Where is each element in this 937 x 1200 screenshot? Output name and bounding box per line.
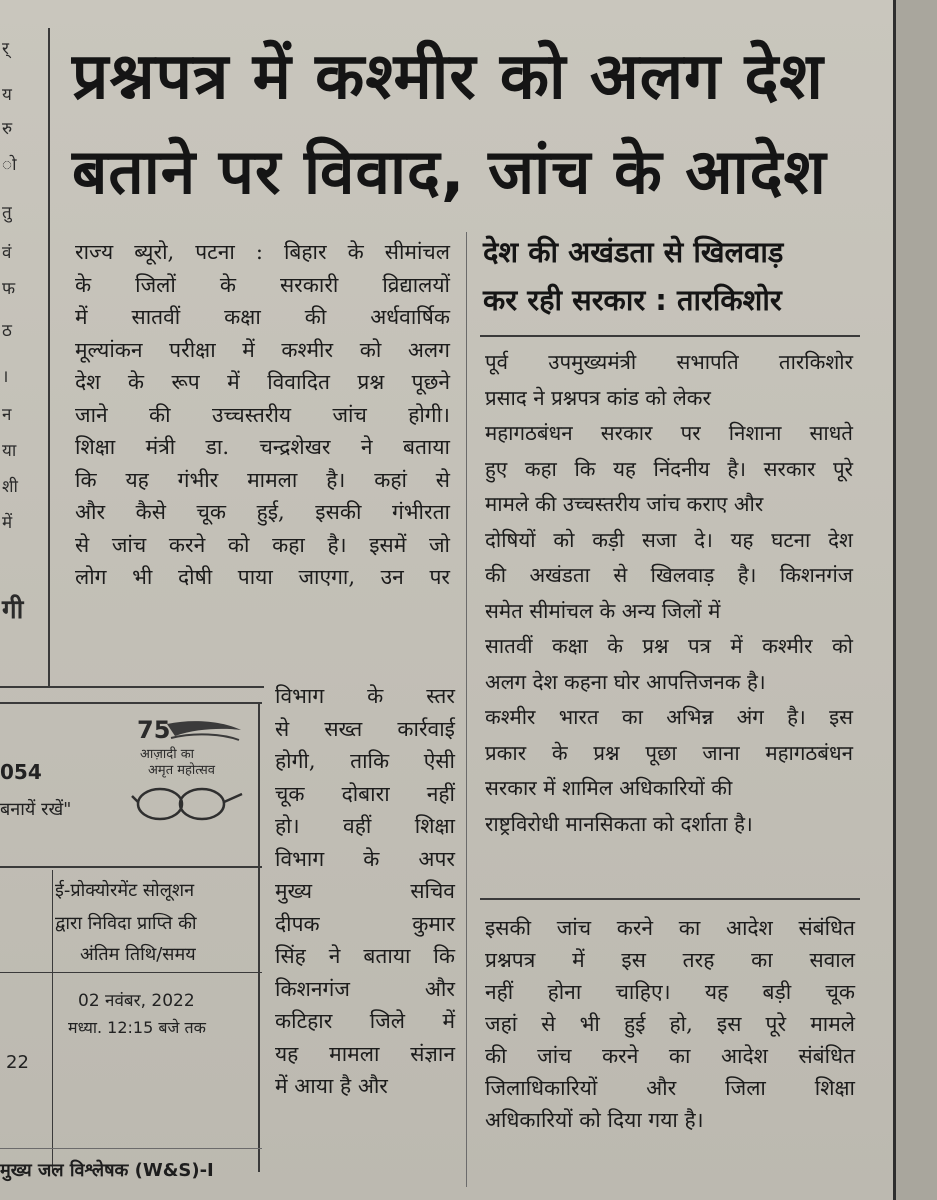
swachh-bharat-glasses-icon (128, 784, 246, 826)
side-story-subhead-line-2: कर रही सरकार : तारकिशोर (483, 283, 782, 317)
ad-footer: मुख्य जल विश्लेषक (W&S)-I (0, 1160, 214, 1181)
side-story-body (485, 345, 853, 842)
article-body (75, 236, 450, 594)
left-edge-fragment: । (2, 367, 9, 387)
side-story-line: राष्ट्रविरोधी मानसिकता को दर्शाता है। (485, 811, 753, 836)
left-edge-fragment: य (2, 85, 12, 105)
article-line: अधिकारियों को दिया गया है। (485, 1108, 704, 1132)
side-story-line: हुए कहा कि यह निंदनीय है। सरकार पूरे (485, 456, 853, 481)
ad-time: मध्या. 12:15 बजे तक (68, 1018, 206, 1037)
side-story-bottom-rule (480, 898, 860, 900)
ad-table-row-line (0, 972, 262, 973)
article-line: शिक्षा मंत्री डा. चन्द्रशेखर ने बताया (75, 435, 450, 459)
article-line: में सातवीं कक्षा की अर्धवार्षिक (75, 305, 450, 329)
article-line: के जिलों के सरकारी व्रिद्यालयों (75, 272, 450, 297)
adjacent-page-margin (896, 0, 937, 1200)
article-line: विभाग के स्तर (275, 684, 455, 708)
article-line: हो। वहीं शिक्षा (275, 814, 455, 838)
article-continuation (485, 912, 855, 1136)
side-story-line: की अखंडता से खिलवाड़ है। किशनगंज (485, 563, 853, 587)
article-line: से सख्त कार्रवाई (275, 716, 455, 741)
side-story-line: समेत सीमांचल के अन्य जिलों में (485, 598, 721, 623)
side-story-line: प्रसाद ने प्रश्नपत्र कांड को लेकर (485, 385, 711, 410)
ad-slogan: बनायें रखें" (0, 799, 72, 820)
left-edge-fragment: न (2, 405, 12, 425)
article-line: प्रश्नपत्र में इस तरह का सवाल (485, 948, 855, 972)
ad-right-border (258, 702, 260, 1172)
article-line: नहीं होना चाहिए। यह बड़ी चूक (485, 980, 855, 1004)
left-edge-fragment: ठ (2, 321, 12, 341)
article-body-continued (275, 680, 455, 1103)
ad-header-line-3: अंतिम तिथि/समय (80, 944, 196, 965)
ad-header-line-2: द्वारा निविदा प्राप्ति की (55, 913, 197, 934)
article-line: दीपक कुमार (275, 911, 455, 936)
side-story-subhead-line-1: देश की अखंडता से खिलवाड़ (483, 235, 784, 269)
left-edge-fragment: गी (2, 595, 24, 625)
left-edge-fragment: या (2, 441, 17, 461)
ad-row-number: 22 (6, 1052, 29, 1073)
side-story-line: दोषियों को कड़ी सजा दे। यह घटना देश (485, 527, 853, 552)
article-line: मुख्य सचिव (275, 879, 455, 903)
svg-text:75: 75 (137, 716, 171, 744)
article-line: जहां से भी हुई हो, इस पूरे मामले (485, 1012, 855, 1036)
side-story-line: पूर्व उपमुख्यमंत्री सभापति तारकिशोर (485, 350, 853, 374)
article-line: राज्य ब्यूरो, पटना : बिहार के सीमांचल (75, 240, 450, 264)
left-edge-fragment: फ (2, 279, 16, 299)
side-story-line: महागठबंधन सरकार पर निशाना साधते (485, 421, 853, 445)
side-story-line: सरकार में शामिल अधिकारियों की (485, 776, 733, 800)
article-line: और कैसे चूक हुई, इसकी गंभीरता (75, 500, 450, 524)
side-story-line: कश्मीर भारत का अभिन्न अंग है। इस (485, 705, 853, 729)
article-line: विभाग के अपर (275, 846, 455, 871)
side-story-line: प्रकार के प्रश्न पूछा जाना महागठबंधन (485, 740, 853, 765)
logo-text-line-2: अमृत महोत्सव (148, 763, 216, 778)
tender-advertisement (0, 702, 262, 1087)
article-line: में आया है और (275, 1074, 388, 1098)
headline-line-1: प्रश्नपत्र में कश्मीर को अलग देश (72, 40, 824, 114)
column-divider (466, 232, 467, 1187)
article-line: इसकी जांच करने का आदेश संबंधित (485, 916, 855, 940)
ad-header-line-1: ई-प्रोक्योरमेंट सोलूशन (55, 880, 195, 901)
left-edge-fragment: रु (2, 119, 13, 139)
article-line: जाने की उच्चस्तरीय जांच होगी। (75, 402, 450, 427)
article-line: होगी, ताकि ऐसी (275, 749, 455, 773)
left-edge-fragment: में (2, 513, 13, 533)
section-divider (0, 686, 264, 688)
left-edge-fragment: वं (2, 243, 12, 263)
left-edge-fragment: ो (2, 155, 17, 175)
side-story-line: सातवीं कक्षा के प्रश्न पत्र में कश्मीर को (485, 634, 853, 658)
article-line: से जांच करने को कहा है। इसमें जो (75, 532, 450, 557)
article-line: कटिहार जिले में (275, 1009, 455, 1033)
left-edge-fragment: र् (2, 39, 9, 59)
ad-date: 02 नवंबर, 2022 (78, 991, 195, 1011)
column-divider (48, 28, 50, 688)
article-line: मूल्यांकन परीक्षा में कश्मीर को अलग (75, 337, 450, 362)
article-line: सिंह ने बताया कि (275, 944, 455, 968)
ad-table-bottom-line (0, 1148, 262, 1149)
article-line: लोग भी दोषी पाया जाएगा, उन पर (75, 565, 450, 589)
article-line: चूक दोबारा नहीं (275, 781, 455, 806)
article-line: किशनगंज और (275, 976, 455, 1001)
logo-text-line-1: आज़ादी का (140, 747, 195, 762)
side-story-top-rule (480, 335, 860, 337)
side-story-line: मामले की उच्चस्तरीय जांच कराए और (485, 492, 764, 516)
headline-line-2: बताने पर विवाद, जांच के आदेश (72, 135, 827, 208)
article-line: जिलाधिकारियों और जिला शिक्षा (485, 1076, 855, 1100)
article-line: कि यह गंभीर मामला है। कहां से (75, 467, 450, 492)
side-story-line: अलग देश कहना घोर आपत्तिजनक है। (485, 669, 766, 694)
ad-top-border (0, 702, 262, 704)
article-line: की जांच करने का आदेश संबंधित (485, 1044, 855, 1068)
left-edge-fragment: शी (2, 477, 18, 497)
ad-divider (0, 866, 262, 868)
left-edge-fragment: तु (2, 203, 12, 223)
article-line: देश के रूप में विवादित प्रश्न पूछने (75, 370, 450, 394)
ad-code: 054 (0, 760, 42, 784)
ad-table-column-line (52, 870, 53, 1170)
article-line: यह मामला संज्ञान (275, 1041, 455, 1066)
